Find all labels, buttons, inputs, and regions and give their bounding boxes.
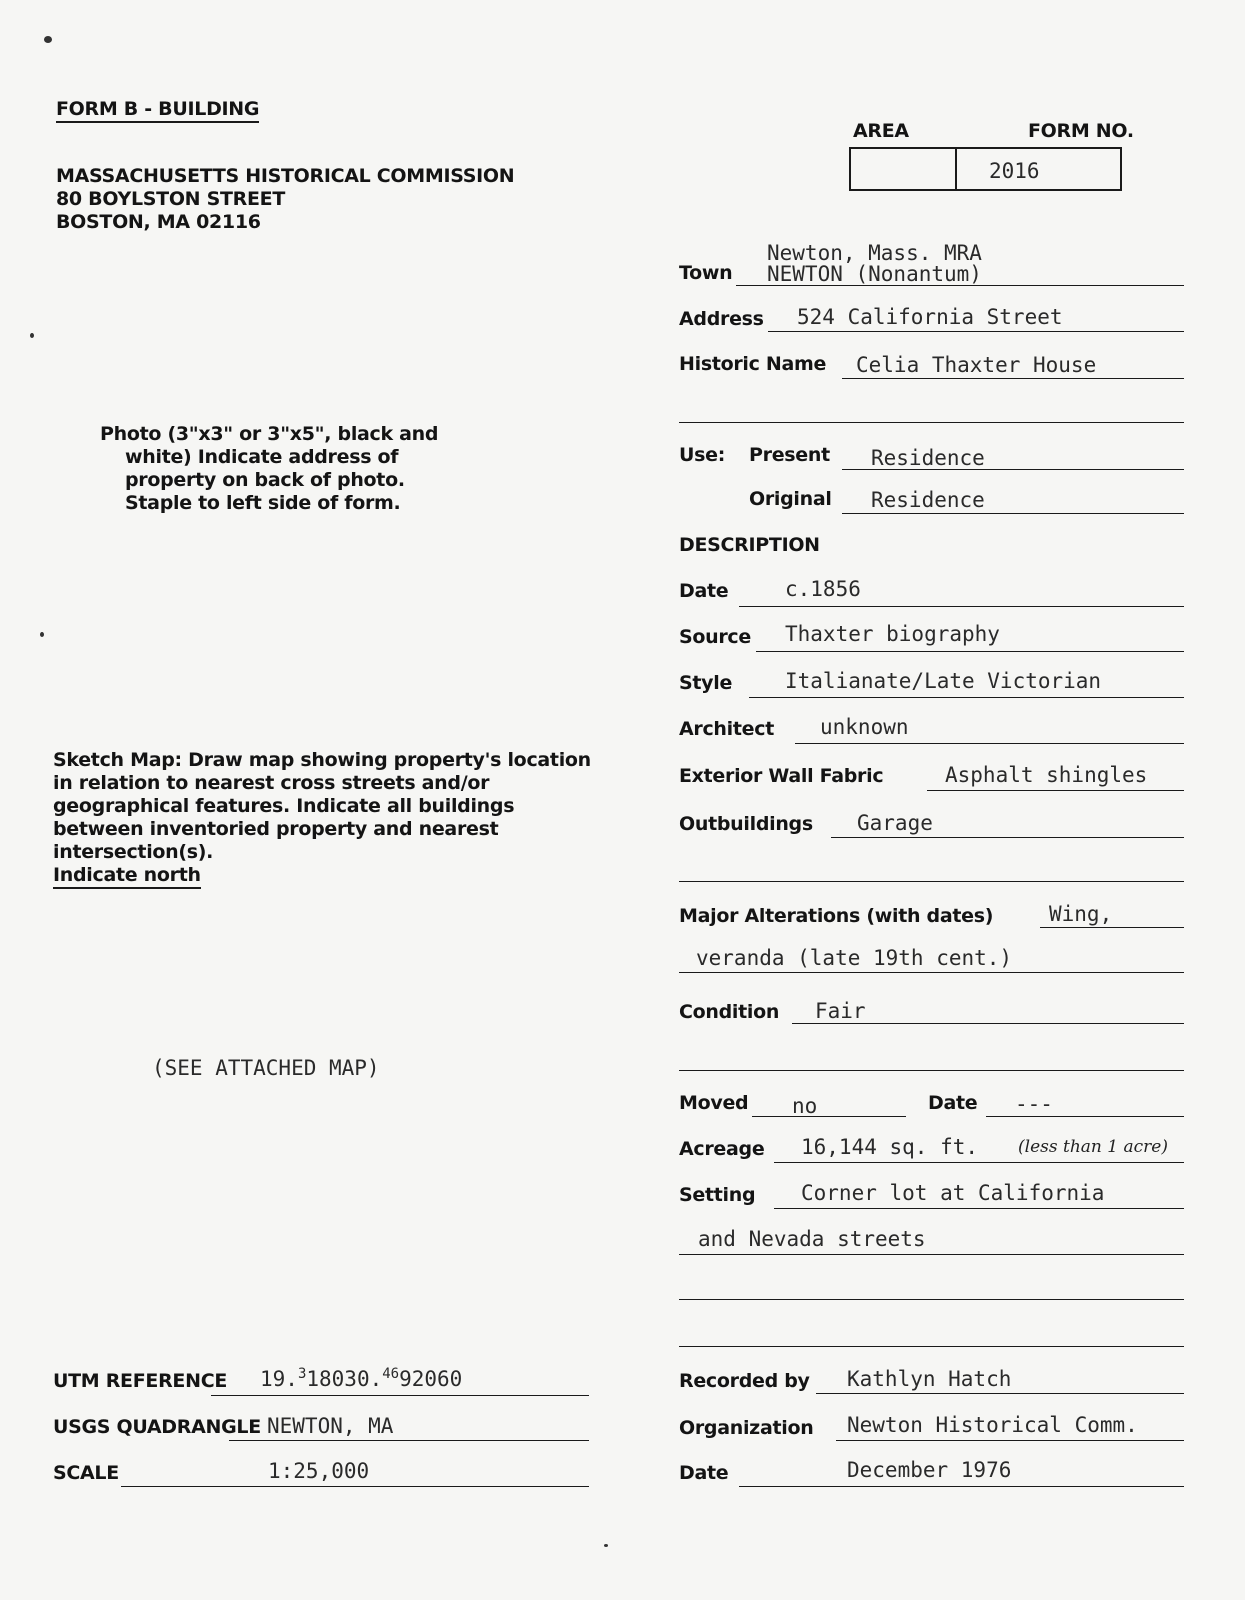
- organization-value[interactable]: Newton Historical Comm.: [847, 1413, 1138, 1437]
- utm-northing: 92060: [399, 1367, 463, 1391]
- original-label: Original: [749, 488, 832, 510]
- wall-fabric-line: [927, 790, 1184, 791]
- outbuildings-line-2: [679, 881, 1184, 882]
- present-label: Present: [749, 444, 830, 466]
- area-label: AREA: [853, 120, 909, 142]
- photo-instr-line: Staple to left side of form.: [125, 492, 401, 514]
- date-line: [739, 606, 1184, 607]
- setting-line-3: [679, 1299, 1184, 1300]
- commission-street: 80 BOYLSTON STREET: [56, 188, 285, 210]
- commission-name: MASSACHUSETTS HISTORICAL COMMISSION: [56, 165, 515, 187]
- architect-label: Architect: [679, 718, 774, 740]
- commission-city: BOSTON, MA 02116: [56, 211, 261, 233]
- utm-zone: 19.: [260, 1367, 298, 1391]
- recorded-by-line: [816, 1393, 1184, 1394]
- setting-value-2[interactable]: and Nevada streets: [698, 1227, 926, 1251]
- source-label: Source: [679, 626, 751, 648]
- utm-reference-value[interactable]: [260, 1366, 462, 1391]
- setting-line-2: [679, 1254, 1184, 1255]
- sketch-instr-line: between inventoried property and nearest: [53, 818, 499, 840]
- moved-value[interactable]: no: [792, 1094, 818, 1118]
- style-value[interactable]: Italianate/Late Victorian: [785, 669, 1102, 693]
- photo-instr-line: Photo (3"x3" or 3"x5", black and: [100, 423, 439, 445]
- original-line: [842, 513, 1184, 514]
- utm-line: [211, 1395, 589, 1396]
- description-label: DESCRIPTION: [679, 534, 820, 556]
- source-line: [756, 651, 1184, 652]
- original-value[interactable]: Residence: [871, 488, 985, 512]
- moved-date-value[interactable]: ---: [1015, 1092, 1053, 1116]
- town-value[interactable]: NEWTON (Nonantum): [767, 262, 982, 286]
- source-value[interactable]: Thaxter biography: [785, 622, 1000, 646]
- scan-speck: [44, 36, 52, 43]
- moved-date-line: [986, 1116, 1184, 1117]
- area-box[interactable]: [849, 147, 957, 191]
- setting-label: Setting: [679, 1184, 756, 1206]
- present-value[interactable]: Residence: [871, 446, 985, 470]
- historic-name-label: Historic Name: [679, 353, 827, 375]
- scale-line: [121, 1486, 589, 1487]
- date-value[interactable]: c.1856: [785, 577, 861, 601]
- recorded-by-label: Recorded by: [679, 1370, 810, 1392]
- organization-label: Organization: [679, 1417, 814, 1439]
- form-title: FORM B - BUILDING: [56, 98, 259, 123]
- condition-line-2: [679, 1070, 1184, 1071]
- architect-value[interactable]: unknown: [820, 715, 909, 739]
- sketch-instr-line: intersection(s).: [53, 841, 214, 863]
- alterations-label: Major Alterations (with dates): [679, 905, 994, 927]
- utm-sup-2: 46: [382, 1366, 400, 1382]
- outbuildings-line: [831, 837, 1184, 838]
- photo-instr-line: white) Indicate address of: [125, 446, 399, 468]
- outbuildings-value[interactable]: Garage: [857, 811, 933, 835]
- scale-label: SCALE: [53, 1462, 119, 1484]
- style-line: [749, 697, 1184, 698]
- date-label: Date: [679, 580, 729, 602]
- acreage-line: [774, 1162, 1184, 1163]
- setting-line-1: [774, 1208, 1184, 1209]
- wall-fabric-value[interactable]: Asphalt shingles: [945, 763, 1148, 787]
- address-value[interactable]: 524 California Street: [797, 305, 1063, 329]
- moved-date-label: Date: [928, 1092, 978, 1114]
- setting-line-4: [679, 1346, 1184, 1347]
- town-label: Town: [679, 262, 733, 284]
- photo-instr-line: property on back of photo.: [125, 469, 405, 491]
- utm-sup-1: 3: [297, 1366, 307, 1382]
- usgs-quadrangle-value[interactable]: NEWTON, MA: [267, 1414, 394, 1438]
- sketch-instr-line: in relation to nearest cross streets and/or: [53, 772, 490, 794]
- scale-value[interactable]: 1:25,000: [268, 1459, 370, 1483]
- record-date-label: Date: [679, 1462, 729, 1484]
- outbuildings-label: Outbuildings: [679, 813, 813, 835]
- town-note: Newton, Mass. MRA: [767, 241, 982, 265]
- record-date-value[interactable]: December 1976: [847, 1458, 1012, 1482]
- acreage-value[interactable]: 16,144 sq. ft.: [801, 1135, 979, 1159]
- condition-value[interactable]: Fair: [815, 999, 866, 1023]
- usgs-line: [229, 1440, 589, 1441]
- historic-name-value[interactable]: Celia Thaxter House: [856, 353, 1097, 377]
- acreage-label: Acreage: [679, 1138, 765, 1160]
- scan-speck: [40, 632, 44, 637]
- alterations-line-2: [679, 972, 1184, 973]
- acreage-handwritten-note: (less than 1 acre): [1018, 1137, 1168, 1157]
- sketch-instr-line: Sketch Map: Draw map showing property's location: [53, 749, 591, 771]
- historic-name-line: [842, 378, 1184, 379]
- condition-line: [792, 1023, 1184, 1024]
- moved-label: Moved: [679, 1092, 749, 1114]
- address-line: [768, 331, 1184, 332]
- form-no-box[interactable]: [955, 147, 1122, 191]
- architect-line: [795, 743, 1184, 744]
- form-no-label: FORM NO.: [1028, 120, 1134, 142]
- moved-line: [752, 1116, 906, 1117]
- utm-reference-label: UTM REFERENCE: [53, 1370, 228, 1392]
- indicate-north: Indicate north: [53, 864, 591, 887]
- organization-line: [836, 1440, 1184, 1441]
- town-line: [736, 285, 1184, 286]
- alterations-value-1[interactable]: Wing,: [1049, 902, 1113, 926]
- form-no-value: 2016: [989, 159, 1040, 183]
- usgs-quadrangle-label: USGS QUADRANGLE: [53, 1416, 261, 1438]
- condition-label: Condition: [679, 1001, 780, 1023]
- wall-fabric-label: Exterior Wall Fabric: [679, 765, 884, 787]
- style-label: Style: [679, 672, 733, 694]
- setting-value-1[interactable]: Corner lot at California: [801, 1181, 1105, 1205]
- present-line: [842, 469, 1184, 470]
- sketch-instr-line: geographical features. Indicate all buildings: [53, 795, 515, 817]
- see-attached-map: (SEE ATTACHED MAP): [152, 1056, 380, 1080]
- recorded-by-value[interactable]: Kathlyn Hatch: [847, 1367, 1012, 1391]
- scan-speck: [604, 1544, 608, 1547]
- record-date-line: [739, 1486, 1184, 1487]
- utm-easting: 18030.: [306, 1367, 383, 1391]
- use-label: Use:: [679, 444, 726, 466]
- address-label: Address: [679, 308, 764, 330]
- alterations-line-1: [1040, 927, 1184, 928]
- photo-instructions: [100, 423, 438, 515]
- alterations-value-2[interactable]: veranda (late 19th cent.): [696, 946, 1013, 970]
- historic-name-line-2: [679, 422, 1184, 423]
- sketch-map-instructions: [53, 749, 591, 887]
- scan-speck: [30, 333, 34, 338]
